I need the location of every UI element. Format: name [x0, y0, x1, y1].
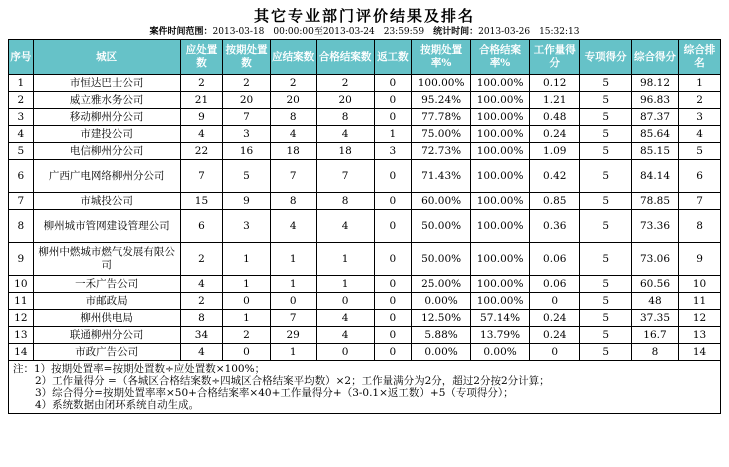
cell-col-qualified: 2: [316, 75, 374, 92]
cell-col-qualified: 20: [316, 92, 374, 109]
cell-col-qualified: 7: [316, 160, 374, 193]
cell-col-total-score: 85.64: [631, 126, 678, 143]
header-col-ontime: 按期处置数: [223, 40, 270, 75]
cell-col-special: 5: [580, 210, 631, 243]
cell-col-due: 22: [180, 143, 223, 160]
cell-col-to-close: 1: [270, 243, 316, 276]
cell-col-rank: 11: [679, 293, 721, 310]
cell-col-to-close: 1: [270, 344, 316, 361]
header-col-rank: 综合排名: [679, 40, 721, 75]
table-row: [9, 75, 721, 92]
cell-col-to-close: 4: [270, 210, 316, 243]
cell-col-ontime-rate: 50.00%: [412, 243, 471, 276]
table-row: [9, 327, 721, 344]
notes: [9, 361, 721, 414]
note-line: 注：1）按期处置率=按期处置数÷应处置数×100%；: [13, 363, 266, 375]
cell-col-qualified-rate: 0.00%: [471, 344, 530, 361]
cell-col-special: 5: [580, 327, 631, 344]
stat-label: 统计时间：: [433, 27, 479, 37]
cell-col-special: 5: [580, 193, 631, 210]
cell-col-rework: 0: [374, 293, 412, 310]
cell-col-due: 4: [180, 276, 223, 293]
notes-row: [9, 361, 721, 414]
cell-col-qualified: 1: [316, 276, 374, 293]
cell-col-due: 2: [180, 75, 223, 92]
cell-col-seq: 14: [9, 344, 34, 361]
cell-col-district: 广西广电网络柳州分公司: [33, 160, 180, 193]
cell-col-workload: 0.06: [530, 243, 580, 276]
cell-col-qualified-rate: 100.00%: [471, 143, 530, 160]
cell-col-workload: 0.24: [530, 310, 580, 327]
cell-col-to-close: 0: [270, 293, 316, 310]
cell-col-district: 移动柳州分公司: [33, 109, 180, 126]
cell-col-to-close: 2: [270, 75, 316, 92]
cell-col-seq: 11: [9, 293, 34, 310]
header-col-ontime-rate: 按期处置率%: [412, 40, 471, 75]
cell-col-to-close: 8: [270, 193, 316, 210]
cell-col-workload: 0.24: [530, 327, 580, 344]
cell-col-seq: 10: [9, 276, 34, 293]
cell-col-ontime-rate: 12.50%: [412, 310, 471, 327]
cell-col-ontime-rate: 72.73%: [412, 143, 471, 160]
cell-col-qualified: 4: [316, 310, 374, 327]
cell-col-total-score: 85.15: [631, 143, 678, 160]
table-row: [9, 293, 721, 310]
cell-col-workload: 1.21: [530, 92, 580, 109]
cell-col-rework: 0: [374, 160, 412, 193]
cell-col-seq: 8: [9, 210, 34, 243]
cell-col-rank: 8: [679, 210, 721, 243]
cell-col-total-score: 84.14: [631, 160, 678, 193]
header-col-rework: 返工数: [374, 40, 412, 75]
cell-col-due: 21: [180, 92, 223, 109]
cell-col-district: 柳州中燃城市燃气发展有限公司: [33, 243, 180, 276]
cell-col-special: 5: [580, 109, 631, 126]
cell-col-district: 柳州城市管网建设管理公司: [33, 210, 180, 243]
cell-col-total-score: 87.37: [631, 109, 678, 126]
cell-col-qualified-rate: 100.00%: [471, 293, 530, 310]
table-row: [9, 143, 721, 160]
cell-col-rank: 14: [679, 344, 721, 361]
cell-col-special: 5: [580, 293, 631, 310]
cell-col-ontime-rate: 5.88%: [412, 327, 471, 344]
table-body: [9, 75, 721, 414]
cell-col-seq: 6: [9, 160, 34, 193]
table-row: [9, 160, 721, 193]
header-col-qualified-rate: 合格结案率%: [471, 40, 530, 75]
cell-col-qualified-rate: 57.14%: [471, 310, 530, 327]
cell-col-due: 9: [180, 109, 223, 126]
table-row: [9, 193, 721, 210]
cell-col-ontime-rate: 60.00%: [412, 193, 471, 210]
cell-col-ontime: 3: [223, 126, 270, 143]
cell-col-seq: 13: [9, 327, 34, 344]
header-col-special: 专项得分: [580, 40, 631, 75]
cell-col-qualified-rate: 100.00%: [471, 160, 530, 193]
cell-col-rank: 6: [679, 160, 721, 193]
cell-col-workload: 0: [530, 344, 580, 361]
cell-col-special: 5: [580, 126, 631, 143]
header-col-due: 应处置数: [180, 40, 223, 75]
cell-col-qualified-rate: 100.00%: [471, 126, 530, 143]
table-row: [9, 243, 721, 276]
cell-col-district: 电信柳州分公司: [33, 143, 180, 160]
cell-col-special: 5: [580, 276, 631, 293]
cell-col-total-score: 73.06: [631, 243, 678, 276]
table-row: [9, 276, 721, 293]
cell-col-total-score: 78.85: [631, 193, 678, 210]
cell-col-ontime: 9: [223, 193, 270, 210]
cell-col-district: 市邮政局: [33, 293, 180, 310]
cell-col-qualified-rate: 13.79%: [471, 327, 530, 344]
cell-col-rework: 1: [374, 126, 412, 143]
cell-col-to-close: 7: [270, 160, 316, 193]
note-line: 4）系统数据由闭环系统自动生成。: [35, 399, 200, 411]
cell-col-qualified-rate: 100.00%: [471, 193, 530, 210]
cell-col-district: 市城投公司: [33, 193, 180, 210]
cell-col-due: 4: [180, 126, 223, 143]
cell-col-due: 8: [180, 310, 223, 327]
cell-col-district: 一禾广告公司: [33, 276, 180, 293]
cell-col-ontime: 1: [223, 243, 270, 276]
cell-col-workload: 0.12: [530, 75, 580, 92]
cell-col-ontime-rate: 0.00%: [412, 344, 471, 361]
cell-col-due: 4: [180, 344, 223, 361]
cell-col-rework: 0: [374, 243, 412, 276]
cell-col-qualified: 1: [316, 243, 374, 276]
cell-col-district: 市恒达巴士公司: [33, 75, 180, 92]
header-col-qualified: 合格结案数: [316, 40, 374, 75]
cell-col-district: 柳州供电局: [33, 310, 180, 327]
cell-col-total-score: 96.83: [631, 92, 678, 109]
cell-col-rework: 0: [374, 109, 412, 126]
cell-col-due: 2: [180, 243, 223, 276]
cell-col-rank: 2: [679, 92, 721, 109]
cell-col-qualified: 0: [316, 344, 374, 361]
cell-col-rank: 3: [679, 109, 721, 126]
cell-col-seq: 2: [9, 92, 34, 109]
cell-col-ontime-rate: 77.78%: [412, 109, 471, 126]
cell-col-total-score: 8: [631, 344, 678, 361]
header-col-to-close: 应结案数: [270, 40, 316, 75]
cell-col-special: 5: [580, 75, 631, 92]
cell-col-rank: 5: [679, 143, 721, 160]
cell-col-ontime: 1: [223, 276, 270, 293]
cell-col-workload: 0.36: [530, 210, 580, 243]
cell-col-qualified: 4: [316, 210, 374, 243]
cell-col-total-score: 48: [631, 293, 678, 310]
cell-col-to-close: 1: [270, 276, 316, 293]
cell-col-rework: 0: [374, 92, 412, 109]
cell-col-seq: 12: [9, 310, 34, 327]
cell-col-to-close: 20: [270, 92, 316, 109]
cell-col-workload: 0.42: [530, 160, 580, 193]
cell-col-workload: 0.48: [530, 109, 580, 126]
cell-col-rework: 3: [374, 143, 412, 160]
cell-col-qualified-rate: 100.00%: [471, 210, 530, 243]
cell-col-rework: 0: [374, 276, 412, 293]
report-page: [8, 6, 721, 414]
cell-col-ontime-rate: 71.43%: [412, 160, 471, 193]
cell-col-rank: 12: [679, 310, 721, 327]
header-col-seq: 序号: [9, 40, 34, 75]
header-col-workload: 工作量得分: [530, 40, 580, 75]
table-row: [9, 344, 721, 361]
cell-col-total-score: 37.35: [631, 310, 678, 327]
header-col-total-score: 综合得分: [631, 40, 678, 75]
cell-col-qualified-rate: 100.00%: [471, 243, 530, 276]
cell-col-ontime: 2: [223, 327, 270, 344]
cell-col-workload: 0.24: [530, 126, 580, 143]
cell-col-workload: 0: [530, 293, 580, 310]
cell-col-rank: 13: [679, 327, 721, 344]
cell-col-rework: 0: [374, 310, 412, 327]
cell-col-district: 联通柳州分公司: [33, 327, 180, 344]
cell-col-qualified: 4: [316, 126, 374, 143]
cell-col-rework: 0: [374, 210, 412, 243]
cell-col-due: 15: [180, 193, 223, 210]
cell-col-qualified: 4: [316, 327, 374, 344]
cell-col-due: 34: [180, 327, 223, 344]
evaluation-table: [8, 39, 721, 414]
cell-col-special: 5: [580, 310, 631, 327]
cell-col-ontime: 20: [223, 92, 270, 109]
cell-col-total-score: 60.56: [631, 276, 678, 293]
cell-col-workload: 0.85: [530, 193, 580, 210]
cell-col-to-close: 7: [270, 310, 316, 327]
cell-col-special: 5: [580, 243, 631, 276]
table-row: [9, 126, 721, 143]
note-line: 3）综合得分=按期处置率率×50+合格结案率×40+工作量得分+（3-0.1×返工数）+5（专项得分）；: [35, 387, 514, 399]
cell-col-ontime-rate: 95.24%: [412, 92, 471, 109]
cell-col-ontime-rate: 100.00%: [412, 75, 471, 92]
cell-col-qualified-rate: 100.00%: [471, 75, 530, 92]
cell-col-special: 5: [580, 344, 631, 361]
range-label: 案件时间范围：: [149, 27, 213, 37]
range-value: 2013-03-18 00:00:00至2013-03-24 23:59:59: [212, 27, 425, 37]
cell-col-ontime: 0: [223, 344, 270, 361]
cell-col-seq: 5: [9, 143, 34, 160]
cell-col-rank: 1: [679, 75, 721, 92]
cell-col-ontime: 7: [223, 109, 270, 126]
cell-col-rework: 0: [374, 75, 412, 92]
cell-col-seq: 4: [9, 126, 34, 143]
cell-col-district: 威立雅水务公司: [33, 92, 180, 109]
table-row: [9, 92, 721, 109]
cell-col-due: 2: [180, 293, 223, 310]
stat-value: 2013-03-26 15:32:13: [478, 27, 580, 37]
header-col-district: 城区: [33, 40, 180, 75]
cell-col-special: 5: [580, 92, 631, 109]
cell-col-ontime-rate: 25.00%: [412, 276, 471, 293]
cell-col-qualified: 8: [316, 109, 374, 126]
report-meta: [8, 26, 721, 39]
cell-col-special: 5: [580, 160, 631, 193]
cell-col-qualified-rate: 100.00%: [471, 276, 530, 293]
cell-col-workload: 1.09: [530, 143, 580, 160]
cell-col-qualified: 18: [316, 143, 374, 160]
table-header-row: [9, 40, 721, 75]
cell-col-to-close: 18: [270, 143, 316, 160]
cell-col-rework: 0: [374, 327, 412, 344]
cell-col-seq: 9: [9, 243, 34, 276]
table-row: [9, 310, 721, 327]
cell-col-ontime-rate: 0.00%: [412, 293, 471, 310]
cell-col-rank: 7: [679, 193, 721, 210]
cell-col-ontime-rate: 75.00%: [412, 126, 471, 143]
cell-col-district: 市建投公司: [33, 126, 180, 143]
cell-col-total-score: 98.12: [631, 75, 678, 92]
cell-col-total-score: 73.36: [631, 210, 678, 243]
cell-col-rank: 10: [679, 276, 721, 293]
cell-col-total-score: 16.7: [631, 327, 678, 344]
cell-col-rank: 4: [679, 126, 721, 143]
page-title: 其它专业部门评价结果及排名: [253, 7, 475, 25]
cell-col-due: 7: [180, 160, 223, 193]
cell-col-to-close: 8: [270, 109, 316, 126]
cell-col-ontime: 16: [223, 143, 270, 160]
cell-col-workload: 0.06: [530, 276, 580, 293]
cell-col-to-close: 4: [270, 126, 316, 143]
cell-col-special: 5: [580, 143, 631, 160]
cell-col-qualified-rate: 100.00%: [471, 109, 530, 126]
cell-col-seq: 3: [9, 109, 34, 126]
cell-col-ontime: 1: [223, 310, 270, 327]
cell-col-qualified-rate: 100.00%: [471, 92, 530, 109]
table-row: [9, 109, 721, 126]
cell-col-qualified: 0: [316, 293, 374, 310]
cell-col-rank: 9: [679, 243, 721, 276]
cell-col-due: 6: [180, 210, 223, 243]
cell-col-district: 市政广告公司: [33, 344, 180, 361]
table-row: [9, 210, 721, 243]
cell-col-seq: 1: [9, 75, 34, 92]
cell-col-ontime: 2: [223, 75, 270, 92]
cell-col-seq: 7: [9, 193, 34, 210]
cell-col-to-close: 29: [270, 327, 316, 344]
cell-col-rework: 0: [374, 344, 412, 361]
cell-col-ontime: 5: [223, 160, 270, 193]
cell-col-ontime: 0: [223, 293, 270, 310]
cell-col-ontime: 3: [223, 210, 270, 243]
cell-col-ontime-rate: 50.00%: [412, 210, 471, 243]
cell-col-rework: 0: [374, 193, 412, 210]
cell-col-qualified: 8: [316, 193, 374, 210]
note-line: 2）工作量得分 =（各城区合格结案数÷四城区合格结案平均数）×2；工作量满分为2分，超过2分按2分计算；: [35, 375, 550, 387]
